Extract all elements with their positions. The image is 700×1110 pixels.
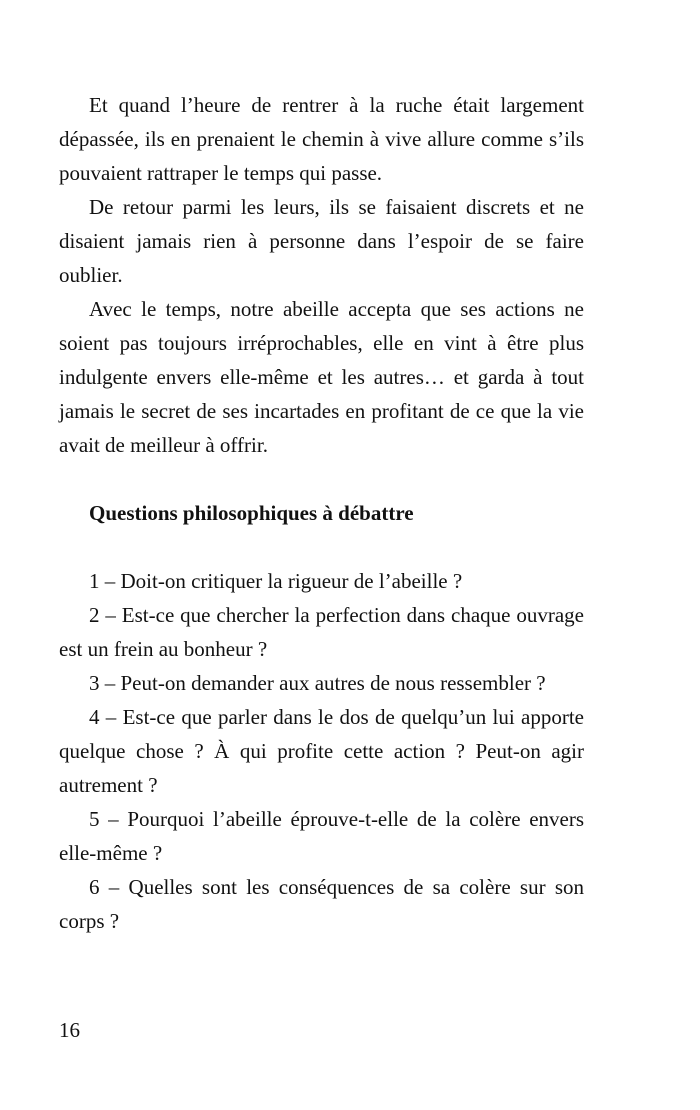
section-title: Questions philosophiques à débattre	[89, 501, 414, 525]
paragraph-over-time: Avec le temps, notre abeille accepta que ses actions ne soient pas toujours irréprochables, elle en vint à être plus indulgente envers elle-même et les autres… et garda à tout jamais le secret de ses incartades en profitant de ce que la vie avait de meilleur à offrir.	[59, 297, 584, 457]
question-item: 3 – Peut-on demander aux autres de nous ressembler ?	[89, 671, 546, 695]
question-item: 4 – Est-ce que parler dans le dos de quelqu’un lui apporte quelque chose ? À qui profite cette action ? Peut-on agir autrement ?	[59, 705, 584, 797]
page-body	[59, 88, 584, 938]
page-number: 16	[59, 1018, 80, 1042]
question-item: 1 – Doit-on critiquer la rigueur de l’abeille ?	[89, 569, 463, 593]
paragraph-return-to-hive: Et quand l’heure de rentrer à la ruche était largement dépassée, ils en prenaient le chemin à vive allure comme s’ils pouvaient rattraper le temps qui passe.	[59, 93, 584, 185]
question-item: 6 – Quelles sont les conséquences de sa colère sur son corps ?	[59, 875, 584, 933]
question-item: 2 – Est-ce que chercher la perfection dans chaque ouvrage est un frein au bonheur ?	[59, 603, 584, 661]
question-item: 5 – Pourquoi l’abeille éprouve-t-elle de la colère envers elle-même ?	[59, 807, 584, 865]
questions-list	[59, 564, 584, 938]
paragraph-back-among-their-own: De retour parmi les leurs, ils se faisaient discrets et ne disaient jamais rien à personne dans l’espoir de se faire oublier.	[59, 195, 584, 287]
